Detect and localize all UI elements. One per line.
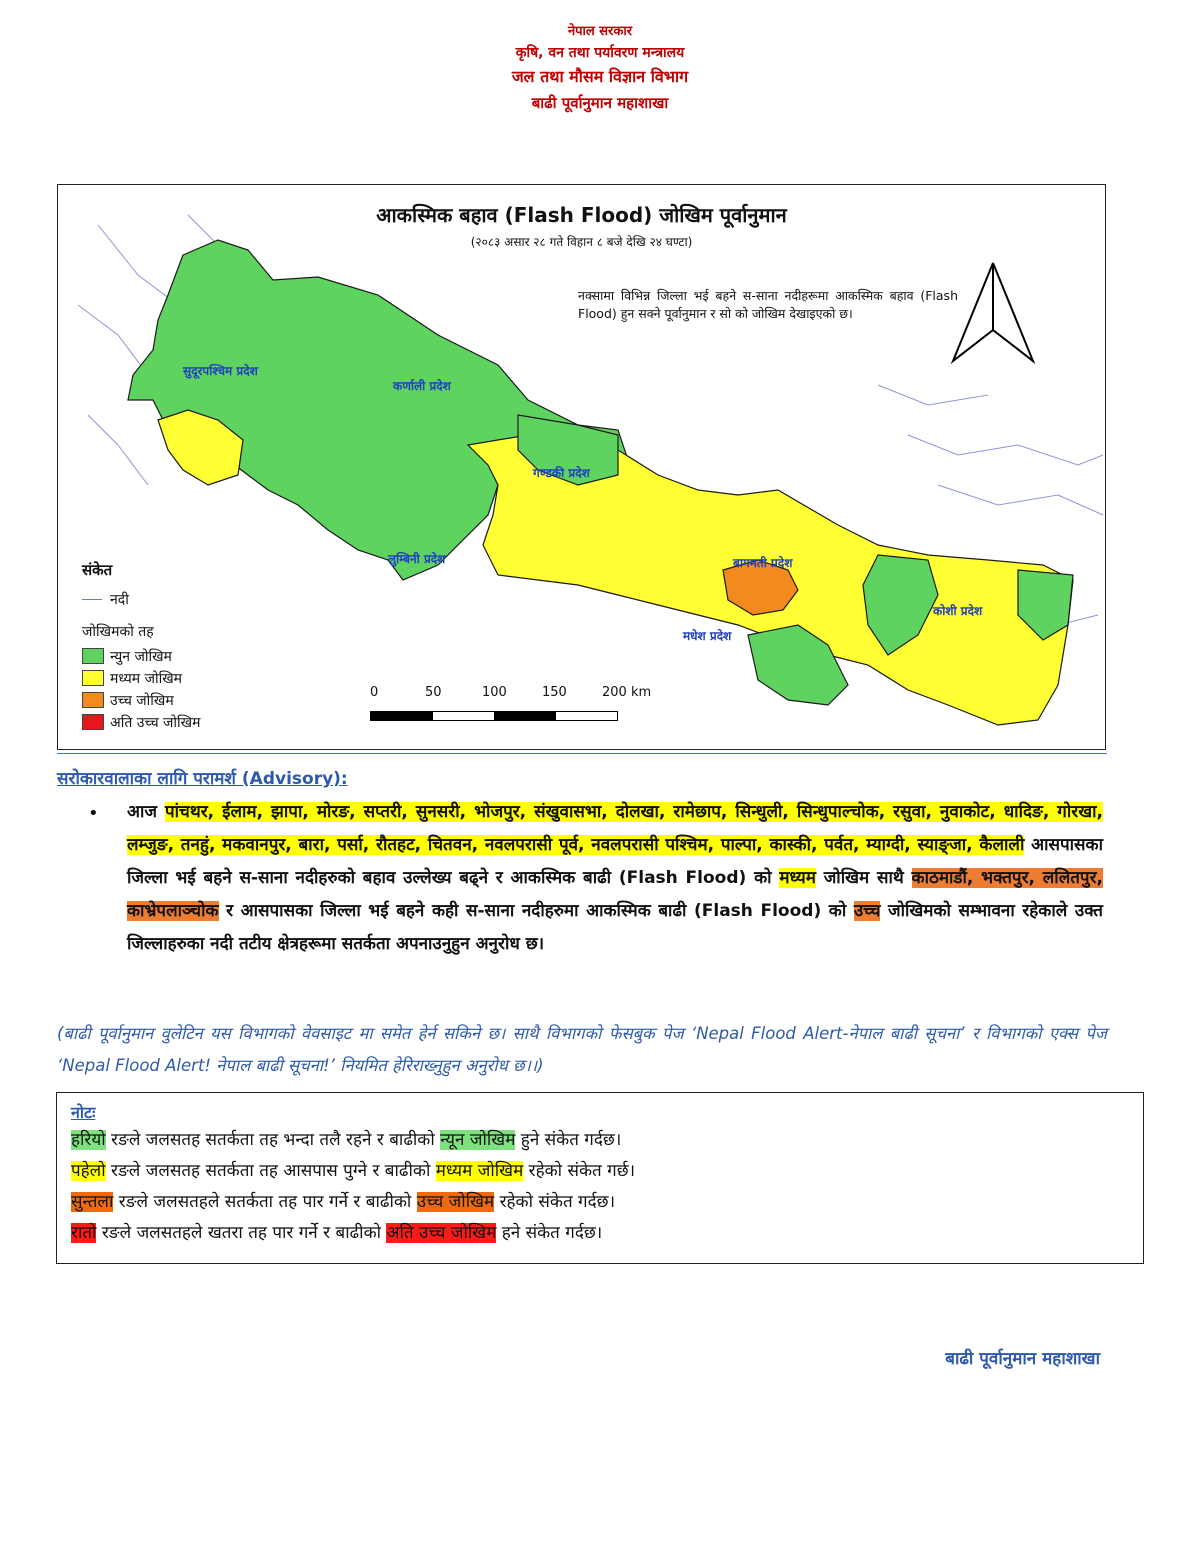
legend-item-low bbox=[82, 645, 201, 667]
province-label-madhesh: मधेश प्रदेश bbox=[683, 629, 732, 643]
divider bbox=[57, 753, 1107, 754]
advisory-text-4: र आसपासका जिल्ला भई बहने कही स-साना नदीहरुमा आकस्मिक बाढी (Flash Flood) को bbox=[218, 901, 854, 921]
ministry-name: कृषि, वन तथा पर्यावरण मन्त्रालय bbox=[515, 45, 685, 61]
scale-tick-100: 100 bbox=[482, 685, 507, 700]
map-legend bbox=[82, 560, 201, 733]
legend-river bbox=[82, 588, 201, 610]
note-red-mid: रङले जलसतहले खतरा तह पार गर्ने र बाढीको bbox=[96, 1223, 387, 1243]
legend-item-high bbox=[82, 689, 201, 711]
legend-label-medium: मध्यम जोखिम bbox=[110, 670, 183, 687]
nepal-map-graphic bbox=[58, 185, 1106, 750]
province-label-gandaki: गण्डकी प्रदेश bbox=[533, 466, 590, 480]
scale-tick-200: 200 km bbox=[602, 685, 652, 700]
legend-label-low: न्युन जोखिम bbox=[110, 648, 172, 665]
color-word-green: हरियो bbox=[71, 1130, 106, 1150]
legend-item-medium bbox=[82, 667, 201, 689]
note-orange-end: रहेको संकेत गर्दछ। bbox=[494, 1192, 616, 1212]
note-yellow-mid: रङले जलसतह सतर्कता तह आसपास पुग्ने र बाढीको bbox=[105, 1161, 436, 1181]
color-word-yellow: पहेलो bbox=[71, 1161, 106, 1181]
advisory-text-1: आज bbox=[127, 802, 165, 822]
high-risk-word: उच्च bbox=[853, 901, 881, 921]
color-word-orange: सुन्तला bbox=[71, 1192, 114, 1212]
note-line-yellow bbox=[71, 1156, 1129, 1187]
risk-very-high-label: अति उच्च जोखिम bbox=[386, 1223, 497, 1243]
river-line-icon bbox=[82, 599, 102, 600]
legend-swatch-high bbox=[82, 692, 104, 708]
scale-bar-graphic bbox=[370, 711, 618, 721]
color-word-red: रातो bbox=[71, 1223, 97, 1243]
map-title: आकस्मिक बहाव (Flash Flood) जोखिम पूर्वानुमान bbox=[376, 203, 787, 227]
risk-low-label: न्यून जोखिम bbox=[440, 1130, 516, 1150]
advisory-paragraph bbox=[127, 796, 1103, 961]
note-line-green bbox=[71, 1125, 1129, 1156]
note-red-end: हने संकेत गर्दछ। bbox=[496, 1223, 603, 1243]
risk-high-label: उच्च जोखिम bbox=[416, 1192, 495, 1212]
note-line-orange bbox=[71, 1187, 1129, 1218]
legend-swatch-medium bbox=[82, 670, 104, 686]
advisory-text-5: जोखिमको सम्भावना रहेकाले उक्त जिल्लाहरुका नदी तटीय क्षेत्रहरूमा सतर्कता अपनाउनुहुन अनुरोध छ। bbox=[127, 901, 1103, 954]
province-label-lumbini: लुम्बिनी प्रदेश bbox=[388, 552, 446, 566]
legend-item-very-high bbox=[82, 711, 201, 733]
scale-tick-150: 150 bbox=[542, 685, 567, 700]
advisory-text-3: जोखिम साथै bbox=[815, 868, 912, 888]
medium-risk-districts: पांचथर, ईलाम, झापा, मोरङ, सप्तरी, सुनसरी, भोजपुर, संखुवासभा, दोलखा, रामेछाप, सिन्धुली, सिन्धुपाल्चोक, रसुवा, नुवाकोट, धादिङ, गोरखा, लम्जुङ, तनहुं, मकवानपुर, बारा, पर्सा, रौतहट, चितवन, नवलपरासी पूर्व, नवलपरासी पश्चिम, पाल्पा, कास्की, पर्वत, म्याग्दी, स्याङ्जा, कैलाली bbox=[127, 802, 1103, 855]
province-label-sudurpashchim: सुदूरपश्चिम प्रदेश bbox=[183, 364, 258, 378]
department-name: जल तथा मौसम विज्ञान विभाग bbox=[511, 67, 689, 86]
province-label-koshi: कोशी प्रदेश bbox=[933, 604, 983, 618]
legend-swatch-low bbox=[82, 648, 104, 664]
legend-label-very-high: अति उच्च जोखिम bbox=[110, 714, 201, 731]
scale-bar bbox=[370, 685, 670, 721]
legend-river-label: नदी bbox=[110, 591, 129, 608]
north-arrow-icon bbox=[953, 263, 1033, 361]
note-heading: नोटः bbox=[71, 1103, 96, 1122]
scale-tick-0: 0 bbox=[370, 685, 379, 700]
high-risk-districts: काठमाडौं, भक्तपुर, ललितपुर, काभ्रेपलाञ्चोक bbox=[127, 868, 1103, 921]
risk-medium-label: मध्यम जोखिम bbox=[435, 1161, 524, 1181]
scale-tick-50: 50 bbox=[425, 685, 442, 700]
map-subtitle: (२०८३ असार २८ गते विहान ८ बजे देखि २४ घण्टा) bbox=[470, 235, 693, 249]
government-name: नेपाल सरकार bbox=[567, 24, 633, 39]
note-line-red bbox=[71, 1218, 1129, 1249]
legend-swatch-very-high bbox=[82, 714, 104, 730]
footer-signature: बाढी पूर्वानुमान महाशाखा bbox=[945, 1349, 1100, 1369]
bullet-marker: • bbox=[88, 803, 99, 824]
province-label-karnali: कर्णाली प्रदेश bbox=[393, 379, 451, 393]
medium-risk-word: मध्यम bbox=[779, 868, 816, 888]
bulletin-note: (बाढी पूर्वानुमान वुलेटिन यस विभागको वेवसाइट मा समेत हेर्न सकिने छ। साथै विभागको फेसबुक पेज ‘Nepal Flood Alert-नेपाल बाढी सूचना’ र विभागको एक्स पेज ‘Nepal Flood Alert! नेपाल बाढी सूचना!’ नियमित हेरिराख्नुहुन अनुरोध छ।।) bbox=[57, 1024, 1107, 1075]
advisory-heading: सरोकारवालाका लागि परामर्श (Advisory): bbox=[57, 769, 348, 789]
legend-heading: संकेत bbox=[82, 561, 113, 579]
note-yellow-end: रहेको संकेत गर्छ। bbox=[523, 1161, 636, 1181]
note-box bbox=[56, 1092, 1144, 1264]
note-green-end: हुने संकेत गर्दछ। bbox=[515, 1130, 622, 1150]
division-name: बाढी पूर्वानुमान महाशाखा bbox=[531, 94, 669, 112]
map-description: नक्सामा विभिन्न जिल्ला भई बहने स-साना नदीहरूमा आकस्मिक बहाव (Flash Flood) हुन सक्ने पूर्वानुमान र सो को जोखिम देखाइएको छ। bbox=[578, 288, 958, 321]
note-orange-mid: रङले जलसतहले सतर्कता तह पार गर्ने र बाढीको bbox=[113, 1192, 417, 1212]
advisory-text-2: आसपासका जिल्ला भई बहने स-साना नदीहरुको बहाव उल्लेख्य बढ्ने र आकस्मिक बाढी (Flash Flood) को bbox=[127, 835, 1103, 888]
document-header bbox=[0, 22, 1200, 116]
legend-risk-heading: जोखिमको तह bbox=[82, 624, 154, 640]
province-label-bagmati: बागमती प्रदेश bbox=[733, 556, 793, 570]
legend-label-high: उच्च जोखिम bbox=[110, 692, 174, 709]
note-green-mid: रङले जलसतह सतर्कता तह भन्दा तलै रहने र बाढीको bbox=[105, 1130, 441, 1150]
flood-risk-map bbox=[57, 184, 1106, 750]
